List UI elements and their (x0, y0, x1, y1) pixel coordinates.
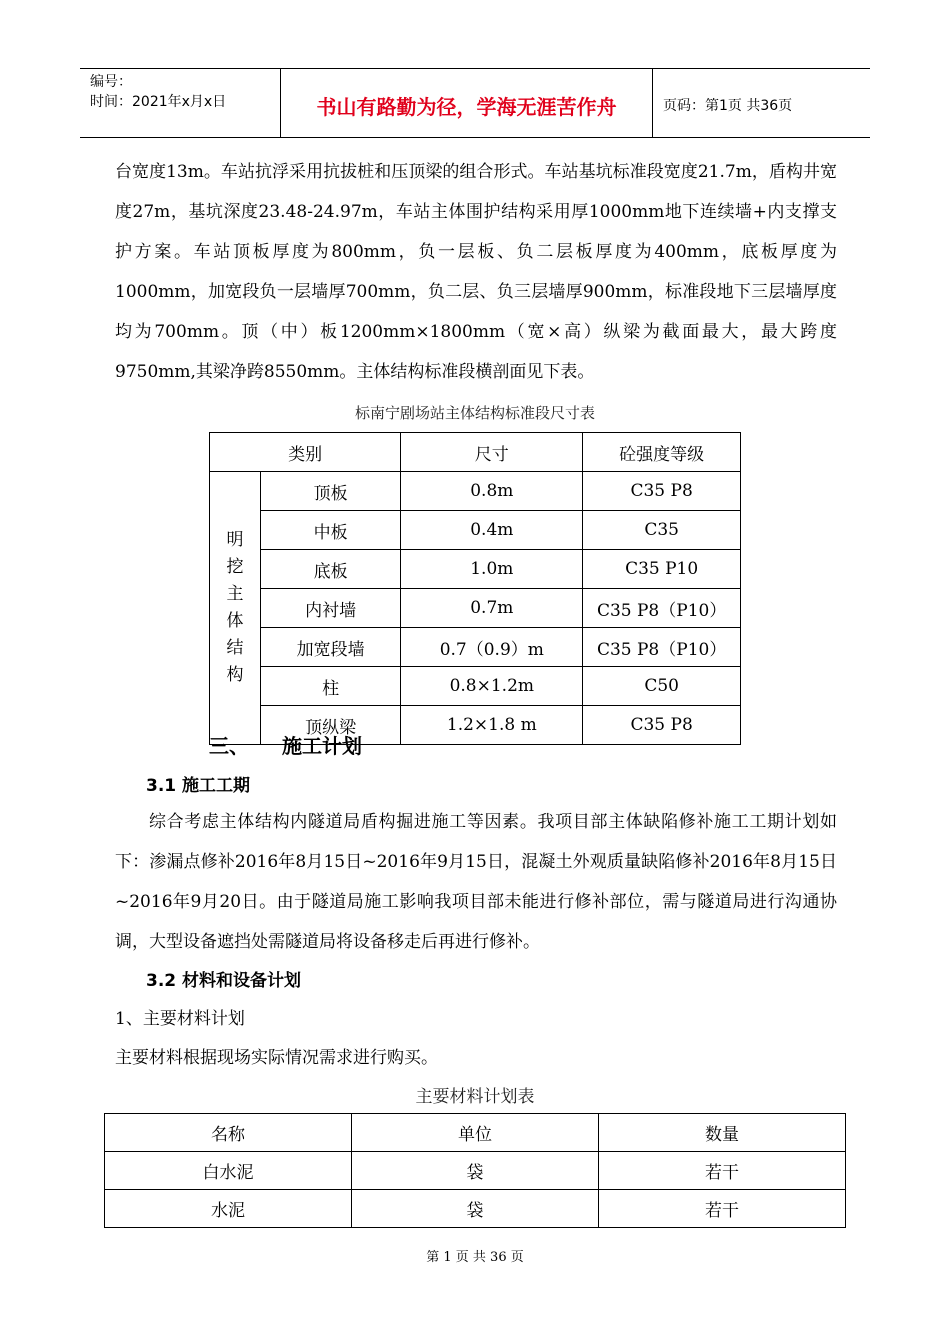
section-title: 施工计划 (282, 734, 362, 758)
document-date-label: 时间：2021年x月x日 (90, 94, 227, 110)
intro-paragraph: 台宽度13m。车站抗浮采用抗拔桩和压顶梁的组合形式。车站基坑标准段宽度21.7m，盾构井宽度27m，基坑深度23.48-24.97m，车站主体围护结构采用厚1000mm地下连续墙+内支撑支护方案。车站顶板厚度为800mm，负一层板、负二层板厚度为400mm，底板厚度为1000mm，加宽段负一层墙厚700mm，负二层、负三层墙厚900mm，标准段地下三层墙厚度均为700mm。顶（中）板1200mm×1800mm（宽×高）纵梁为截面最大，最大跨度9750mm,其梁净跨8550mm。主体结构标准段横剖面见下表。 (115, 162, 837, 382)
row-grade: C35 P8（P10） (583, 589, 741, 628)
table2-caption: 主要材料计划表 (415, 1087, 535, 1107)
row-size: 0.8m (401, 472, 583, 511)
materials-plan-item: 1、主要材料计划 (115, 1009, 245, 1029)
header-meta (80, 69, 281, 137)
header-motto: 书山有路勤为径，学海无涯苦作舟 (281, 69, 653, 137)
row-grade: C50 (583, 667, 741, 706)
row-size: 0.8×1.2m (401, 667, 583, 706)
row-grade: C35 P8 (583, 706, 741, 745)
row-name: 顶板 (261, 472, 401, 511)
structure-dimension-table (209, 432, 741, 745)
row-size: 1.0m (401, 550, 583, 589)
page-footer: 第 1 页 共 36 页 (426, 1250, 524, 1265)
header-size: 尺寸 (401, 433, 583, 472)
materials-plan-table (104, 1113, 846, 1228)
subsection-3-1-heading: 3.1 施工工期 (146, 776, 251, 796)
table-row (210, 667, 741, 706)
group-char: 主 (226, 584, 244, 604)
group-char: 体 (226, 611, 244, 631)
table-header-row (210, 433, 741, 472)
group-label-cell (210, 472, 261, 745)
material-name: 水泥 (105, 1190, 352, 1228)
material-unit: 袋 (352, 1152, 599, 1190)
row-size: 1.2×1.8 m (401, 706, 583, 745)
material-unit: 袋 (352, 1190, 599, 1228)
row-name: 加宽段墙 (261, 628, 401, 667)
material-name: 白水泥 (105, 1152, 352, 1190)
row-grade: C35 P10 (583, 550, 741, 589)
group-char: 构 (226, 665, 244, 685)
table-row (210, 472, 741, 511)
header-name: 名称 (105, 1114, 352, 1152)
group-char: 明 (226, 530, 244, 550)
table-row (210, 550, 741, 589)
row-name: 中板 (261, 511, 401, 550)
row-name: 柱 (261, 667, 401, 706)
document-number-label: 编号： (90, 74, 132, 90)
header-quantity: 数量 (599, 1114, 846, 1152)
table-header-row (105, 1114, 846, 1152)
table1-caption: 标南宁剧场站主体结构标准段尺寸表 (354, 404, 595, 422)
material-quantity: 若干 (599, 1190, 846, 1228)
row-grade: C35 P8 (583, 472, 741, 511)
table-row (105, 1190, 846, 1228)
group-char: 挖 (226, 557, 244, 577)
table-row (210, 589, 741, 628)
section-number: 三、 (209, 734, 249, 758)
materials-plan-text: 主要材料根据现场实际情况需求进行购买。 (115, 1048, 438, 1068)
row-name: 顶纵梁 (261, 706, 401, 745)
row-size: 0.4m (401, 511, 583, 550)
page-header (80, 68, 870, 138)
header-category: 类别 (210, 433, 401, 472)
row-size: 0.7m (401, 589, 583, 628)
table-row (105, 1152, 846, 1190)
schedule-paragraph: 综合考虑主体结构内隧道局盾构掘进施工等因素。我项目部主体缺陷修补施工工期计划如下：渗漏点修补2016年8月15日~2016年9月15日，混凝土外观质量缺陷修补2016年8月15日~2016年9月20日。由于隧道局施工影响我项目部未能进行修补部位，需与隧道局进行沟通协调，大型设备遮挡处需隧道局将设备移走后再进行修补。 (115, 812, 837, 952)
header-page-number: 页码：第1页 共36页 (663, 98, 793, 114)
section-3-heading (209, 730, 362, 759)
header-unit: 单位 (352, 1114, 599, 1152)
material-quantity: 若干 (599, 1152, 846, 1190)
row-name: 底板 (261, 550, 401, 589)
table-row (210, 628, 741, 667)
subsection-3-2-heading: 3.2 材料和设备计划 (146, 971, 302, 991)
group-char: 结 (226, 638, 244, 658)
table-row (210, 511, 741, 550)
row-grade: C35 P8（P10） (583, 628, 741, 667)
row-grade: C35 (583, 511, 741, 550)
row-name: 内衬墙 (261, 589, 401, 628)
row-size: 0.7（0.9）m (401, 628, 583, 667)
header-grade: 砼强度等级 (583, 433, 741, 472)
